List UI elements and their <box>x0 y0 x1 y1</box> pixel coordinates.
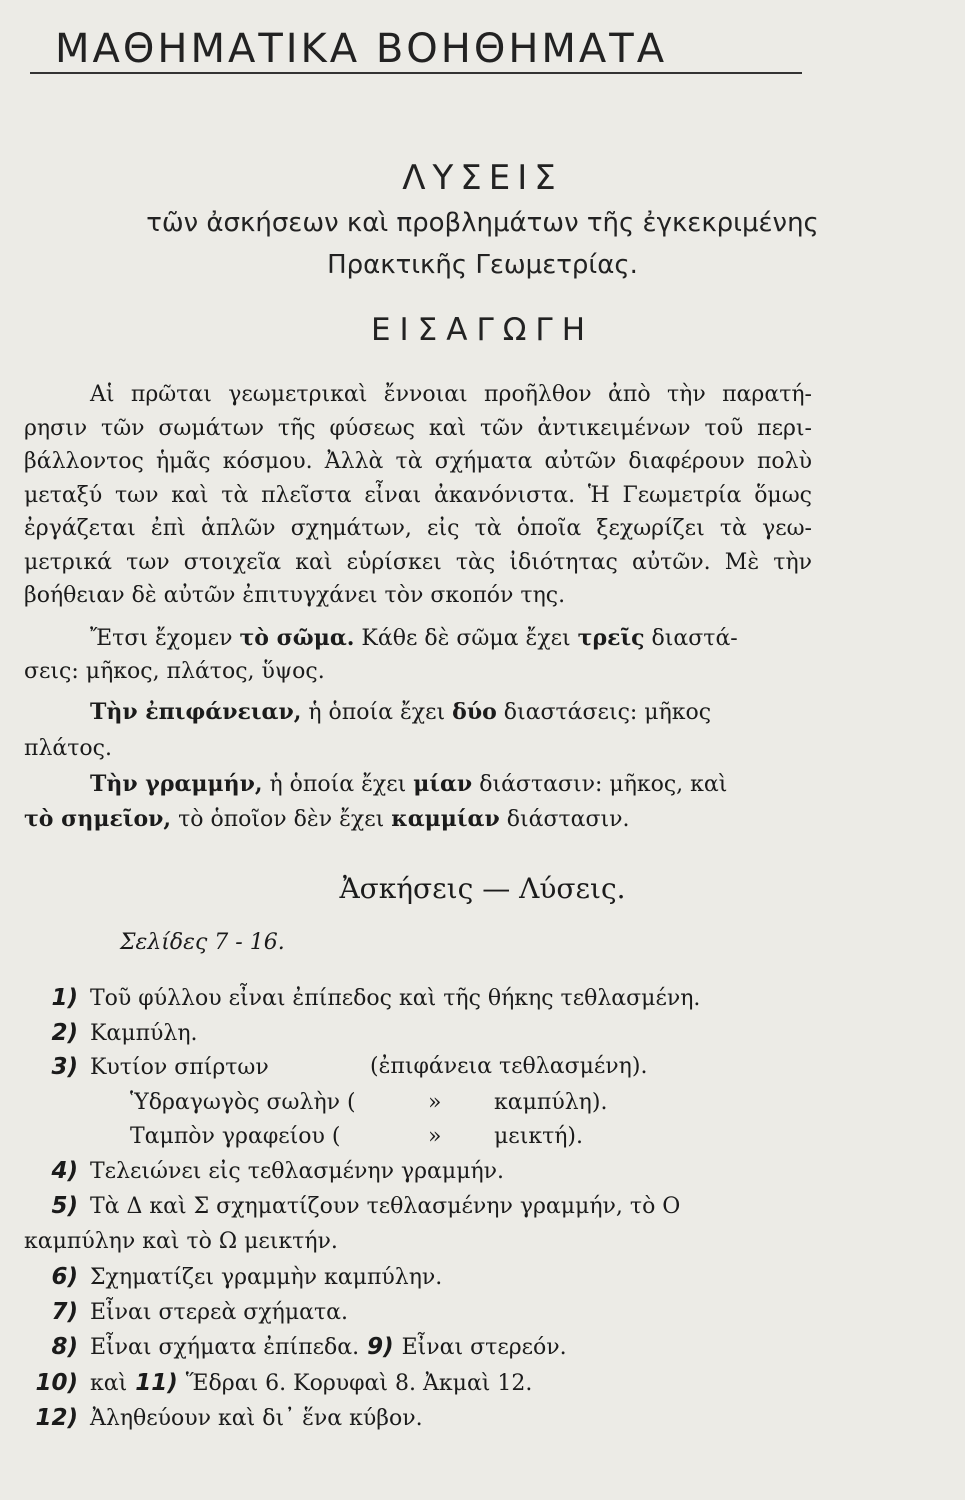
surface-definition-cont: πλάτος. <box>24 736 112 761</box>
exercise-number: 4) <box>51 1158 78 1184</box>
exercise-item <box>30 1299 348 1325</box>
exercise-number: 11) <box>135 1370 178 1396</box>
exercise-text: Ἀληθεύουν καὶ δι᾽ ἕνα κύβον. <box>90 1406 423 1431</box>
text-run: διαστάσεις: μῆκος <box>496 700 712 725</box>
term-body: τὸ σῶμα. <box>239 625 355 651</box>
exercise-number: 8) <box>51 1334 78 1360</box>
exercise-item <box>30 985 700 1011</box>
text-run: ἡ ὁποία ἔχει <box>262 772 414 797</box>
intro-line: Αἱ πρῶται γεωμετρικαὶ ἔννοιαι προῆλθον ἀπὸ τὴν παρατή- <box>90 382 812 407</box>
exercise-item <box>30 1020 198 1046</box>
exercise-text: Εἶναι στερεὰ σχήματα. <box>90 1300 349 1325</box>
ditto-mark: » <box>428 1090 442 1115</box>
exercise-text: Εἶναι σχήματα ἐπίπεδα. <box>90 1335 360 1360</box>
exercise-number: 7) <box>51 1299 78 1325</box>
exercise-item <box>30 1370 532 1396</box>
term-three: τρεῖς <box>577 625 645 651</box>
exercise-number: 5) <box>51 1193 78 1219</box>
exercise-number: 1) <box>51 985 78 1011</box>
ditto-mark: » <box>428 1124 442 1149</box>
intro-line: ἐργάζεται ἐπὶ ἁπλῶν σχημάτων, εἰς τὰ ὁποῖα ξεχωρίζει τὰ γεω- <box>24 516 812 541</box>
text-run: διαστά- <box>644 626 738 651</box>
surface-definition <box>90 699 711 725</box>
exercise-text: Εἶναι στερεόν. <box>401 1335 567 1360</box>
text-run: ἡ ὁποία ἔχει <box>301 700 453 725</box>
body-definition <box>90 625 738 651</box>
exercise-number: 10) <box>35 1370 78 1396</box>
exercise-text: Τὰ Δ καὶ Σ σχηματίζουν τεθλασμένην γραμμήν, τὸ Ο <box>90 1194 681 1219</box>
intro-line: ρησιν τῶν σωμάτων τῆς φύσεως καὶ τῶν ἀντικειμένων τοῦ περι- <box>24 415 812 441</box>
term-two: δύο <box>452 699 497 725</box>
exercise-number: 2) <box>51 1020 78 1046</box>
text-run: Ἔτσι ἔχομεν <box>90 626 240 651</box>
subtitle-line-1: τῶν ἀσκήσεων καὶ προβλημάτων τῆς ἐγκεκριμένης <box>146 208 819 238</box>
exercise-number: 9) <box>367 1334 394 1360</box>
intro-line: βοήθειαν δὲ αὐτῶν ἐπιτυγχάνει τὸν σκοπόν της. <box>24 583 566 608</box>
text-run: διάστασιν: μῆκος, καὶ <box>472 772 728 797</box>
point-definition <box>24 806 630 832</box>
exercise-item <box>30 1264 442 1290</box>
exercise-3-pipe-type: καμπύλη). <box>494 1090 608 1115</box>
body-definition-cont: σεις: μῆκος, πλάτος, ὕψος. <box>24 659 325 684</box>
exercise-3-surface-type: (ἐπιφάνεια τεθλασμένη). <box>370 1054 648 1079</box>
exercise-text: Ἕδραι 6. Κορυφαὶ 8. Ἀκμαὶ 12. <box>185 1371 533 1396</box>
exercise-item <box>30 1158 504 1184</box>
term-none: καμμίαν <box>391 806 500 832</box>
exercise-number: 6) <box>51 1264 78 1290</box>
text-run: τὸ ὁποῖον δὲν ἔχει <box>171 807 392 832</box>
intro-line: βάλλοντος ἡμᾶς κόσμου. Ἀλλὰ τὰ σχήματα αὐτῶν διαφέρουν πολὺ <box>24 449 812 474</box>
term-surface: Τὴν ἐπιφάνειαν, <box>90 699 302 725</box>
term-one: μίαν <box>413 771 473 797</box>
exercise-3-item-stamp: Ταμπὸν γραφείου ( <box>130 1124 341 1149</box>
main-title: ΛΥΣΕΙΣ <box>402 158 563 198</box>
text-run: διάστασιν. <box>499 807 630 832</box>
section-title-introduction: ΕΙΣΑΓΩΓΗ <box>370 312 595 348</box>
running-header: ΜΑΘΗΜΑΤΙΚΑ ΒΟΗΘΗΜΑΤΑ <box>55 26 668 72</box>
exercise-text: Τελειώνει εἰς τεθλασμένην γραμμήν. <box>90 1159 505 1184</box>
exercise-item <box>30 1054 269 1080</box>
exercise-text: Τοῦ φύλλου εἶναι ἐπίπεδος καὶ τῆς θήκης τεθλασμένη. <box>90 986 701 1011</box>
exercises-heading: Ἀσκήσεις — Λύσεις. <box>339 872 626 905</box>
subtitle-line-2: Πρακτικῆς Γεωμετρίας. <box>327 250 638 280</box>
exercise-text: Καμπύλη. <box>90 1021 198 1046</box>
exercise-number: 12) <box>35 1405 78 1431</box>
exercise-item <box>30 1334 567 1360</box>
exercise-text: καὶ <box>90 1371 128 1396</box>
exercise-text: Κυτίον σπίρτων <box>90 1055 269 1080</box>
exercise-number: 3) <box>51 1054 78 1080</box>
exercise-item <box>30 1193 680 1219</box>
term-point: τὸ σημεῖον, <box>24 806 172 832</box>
intro-paragraph <box>24 378 812 613</box>
exercise-text-cont: καμπύλην καὶ τὸ Ω μεικτήν. <box>24 1229 338 1254</box>
exercise-item <box>30 1405 423 1431</box>
exercise-3-stamp-type: μεικτή). <box>494 1124 583 1149</box>
pages-reference: Σελίδες 7 - 16. <box>120 930 285 955</box>
exercise-text: Σχηματίζει γραμμὴν καμπύλην. <box>90 1265 443 1290</box>
exercise-3-item-pipe: Ὑδραγωγὸς σωλὴν ( <box>130 1090 356 1115</box>
header-rule <box>30 72 802 74</box>
text-run: Κάθε δὲ σῶμα ἔχει <box>354 626 578 651</box>
intro-line: μεταξύ των καὶ τὰ πλεῖστα εἶναι ἀκανόνιστα. Ἡ Γεωμετρία ὅμως <box>24 482 812 508</box>
term-line: Τὴν γραμμήν, <box>90 771 263 797</box>
intro-line: μετρικά των στοιχεῖα καὶ εὑρίσκει τὰς ἰδιότητας αὐτῶν. Μὲ τὴν <box>24 549 812 575</box>
line-definition <box>90 771 727 797</box>
